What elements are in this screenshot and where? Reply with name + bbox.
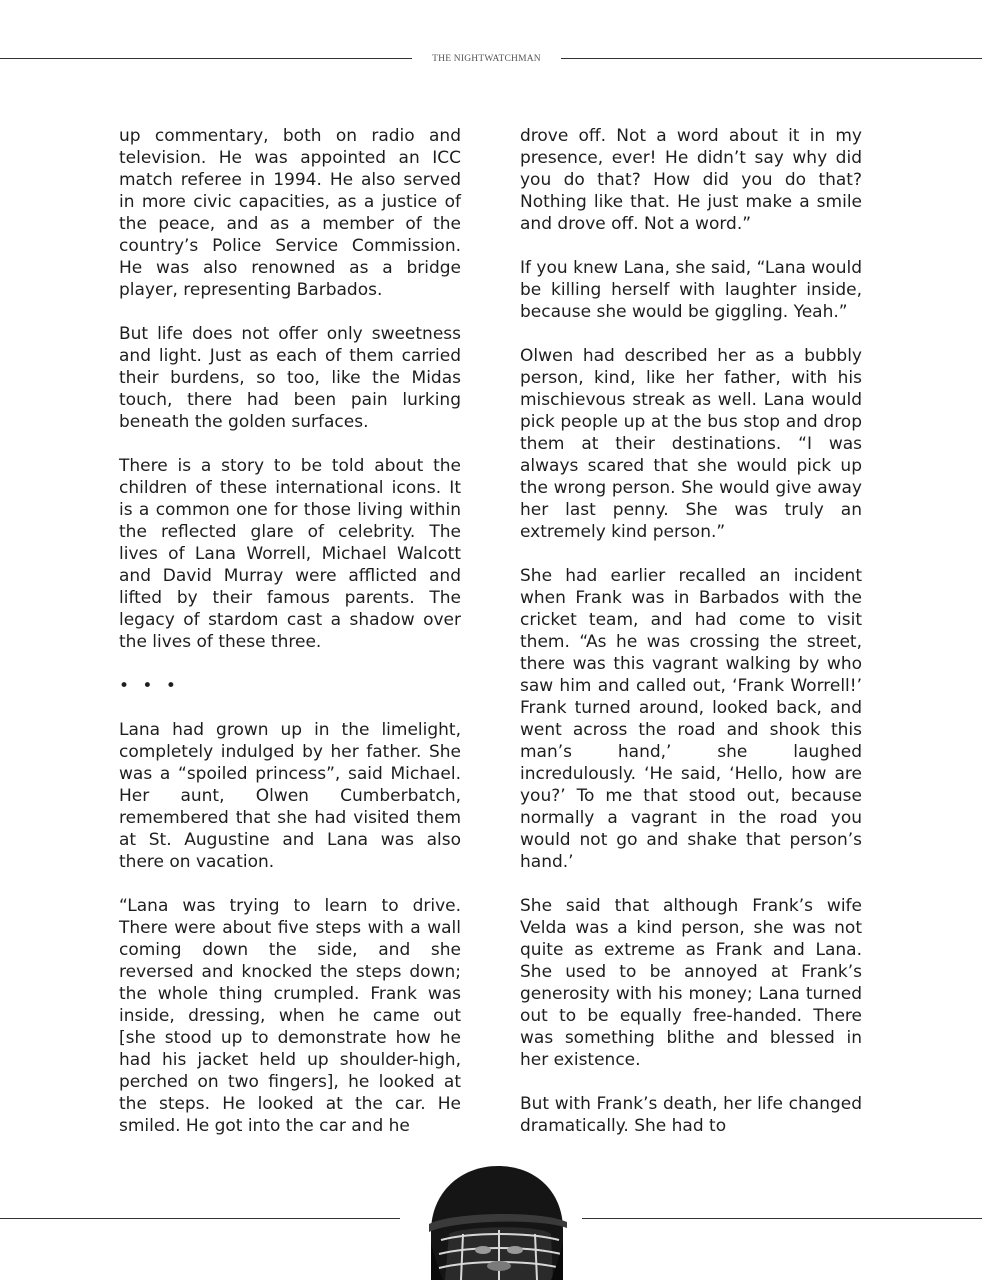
left-column [119,125,461,1137]
paragraph: She had earlier recalled an incident when Frank was in Barbados with the cricket team, and had come to visit them. “As he was crossing the street, there was this vagrant walking by who saw him and called out, ‘Frank Worrell!’ Frank turned around, looked back, and went across the road and shook this man’s hand,’ she laughed incredulously. ‘He said, ‘Hello, how are you?’ To me that stood out, because normally a vagrant in the road you would not go and shake that person’s hand.’ [520,566,862,872]
paragraph: If you knew Lana, she said, “Lana would be killing herself with laughter inside, because she would be giggling. Yeah.” [520,258,862,322]
header-rule-left [0,58,412,59]
cricketer-helmet-icon [391,1162,586,1280]
paragraph: She said that although Frank’s wife Velda was a kind person, she was not quite as extreme as Frank and Lana. She used to be annoyed at Frank’s generosity with his money; Lana turned out to be equally free-handed. There was something blithe and blessed in her existence. [520,896,862,1070]
paragraph: Lana had grown up in the limelight, completely indulged by her father. She was a “spoiled princess”, said Michael. Her aunt, Olwen Cumberbatch, remembered that she had visited them at St. Augustine and Lana was also there on vacation. [119,720,461,872]
paragraph: Olwen had described her as a bubbly person, kind, like her father, with his mischievous streak as well. Lana would pick people up at the bus stop and drop them at their destinations. “I was always scared that she would pick up the wrong person. She would give away her last penny. She was truly an extremely kind person.” [520,346,862,542]
header-rule-right [561,58,982,59]
paragraph: “Lana was trying to learn to drive. There were about five steps with a wall coming down the side, and she reversed and knocked the steps down; the whole thing crumpled. Frank was inside, dressing, when he came out [she stood up to demonstrate how he had his jacket held up shoulder-high, perched on two fingers], he looked at the steps. He looked at the car. He smiled. He got into the car and he [119,896,461,1136]
paragraph: There is a story to be told about the children of these international icons. It is a common one for those living within the reflected glare of celebrity. The lives of Lana Worrell, Michael Walcott and David Murray were afflicted and lifted by their famous parents. The legacy of stardom cast a shadow over the lives of these three. [119,456,461,652]
paragraph: up commentary, both on radio and television. He was appointed an ICC match referee in 1994. He also served in more civic capacities, as a justice of the peace, and as a member of the country’s Police Service Commission. He was also renowned as a bridge player, representing Barbados. [119,126,461,300]
paragraph: But with Frank’s death, her life changed dramatically. She had to [520,1094,862,1136]
footer-rule-left [0,1218,400,1219]
paragraph: But life does not offer only sweetness and light. Just as each of them carried their burdens, so too, like the Midas touch, there had been pain lurking beneath the golden surfaces. [119,324,461,432]
paragraph: drove off. Not a word about it in my presence, ever! He didn’t say why did you do that? How did you do that? Nothing like that. He just make a smile and drove off. Not a word.” [520,126,862,234]
running-head-title: THE NIGHTWATCHMAN [432,54,541,64]
right-column [520,125,862,1137]
footer-rule-right [582,1218,982,1219]
section-separator: • • • [119,676,180,696]
running-head [0,52,982,66]
